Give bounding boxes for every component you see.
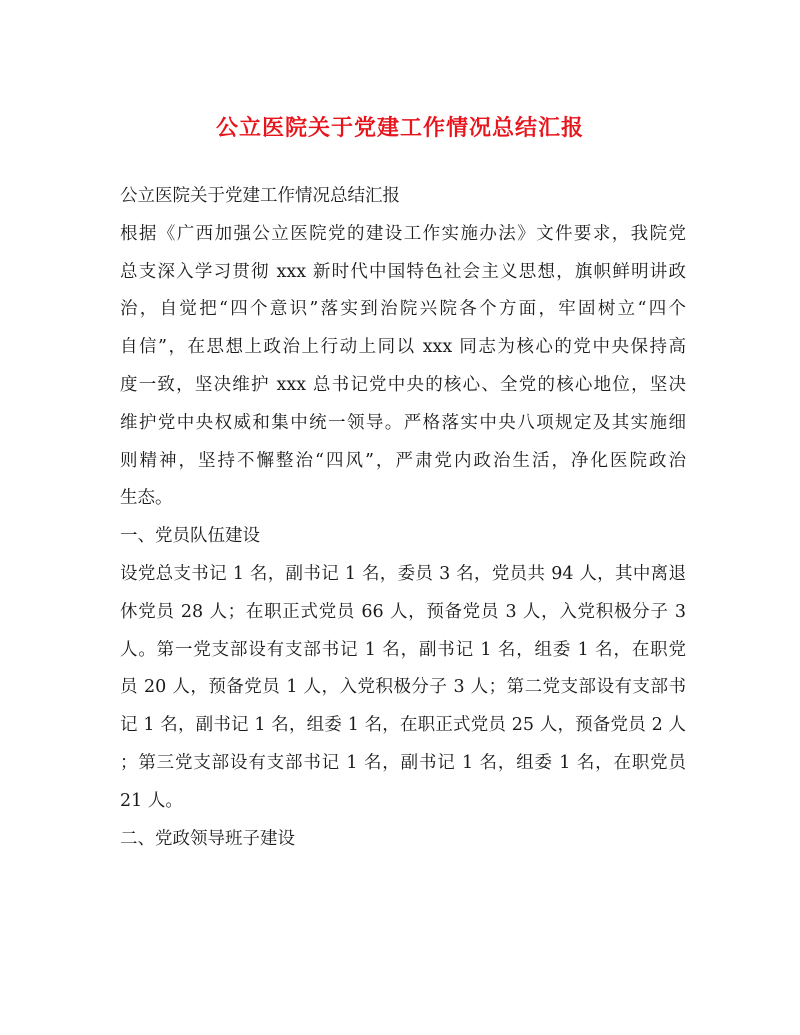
body-line-8: 则精神，坚持不懈整治“四风”，严肃党内政治生活，净化医院政治 xyxy=(120,450,686,471)
body-line-12: 休党员 28 人；在职正式党员 66 人，预备党员 3 人，入党积极分子 3 xyxy=(120,601,686,622)
section-heading-1: 一、党员队伍建设 xyxy=(120,526,260,547)
body-line-2: 根据《广西加强公立医院党的建设工作实施办法》文件要求，我院党 xyxy=(120,223,686,244)
body-line-11: 设党总支书记 1 名，副书记 1 名，委员 3 名，党员共 94 人，其中离退 xyxy=(120,563,686,584)
body-line-4: 治，自觉把“四个意识”落实到治院兴院各个方面，牢固树立“四个 xyxy=(120,299,686,320)
body-line-9: 生态。 xyxy=(120,488,173,509)
body-line-3: 总支深入学习贯彻 xxx 新时代中国特色社会主义思想，旗帜鲜明讲政 xyxy=(120,261,686,282)
body-line-13: 人。第一党支部设有支部书记 1 名，副书记 1 名，组委 1 名，在职党 xyxy=(120,639,686,660)
body-line-6: 度一致，坚决维护 xxx 总书记党中央的核心、全党的核心地位，坚决 xyxy=(120,374,686,395)
body-line-1: 公立医院关于党建工作情况总结汇报 xyxy=(120,186,400,206)
document-body xyxy=(120,178,686,858)
body-line-16: ；第三党支部设有支部书记 1 名，副书记 1 名，组委 1 名，在职党员 xyxy=(120,752,686,773)
body-line-5: 自信”，在思想上政治上行动上同以 xxx 同志为核心的党中央保持高 xyxy=(120,337,686,358)
body-line-17: 21 人。 xyxy=(120,790,183,811)
document-title: 公立医院关于党建工作情况总结汇报 xyxy=(215,115,584,141)
section-heading-2: 二、党政领导班子建设 xyxy=(120,828,295,849)
body-line-15: 记 1 名，副书记 1 名，组委 1 名，在职正式党员 25 人，预备党员 2 人 xyxy=(120,715,686,736)
body-line-14: 员 20 人，预备党员 1 人，入党积极分子 3 人；第二党支部设有支部书 xyxy=(120,677,686,698)
body-line-7: 维护党中央权威和集中统一领导。严格落实中央八项规定及其实施细 xyxy=(120,412,686,433)
